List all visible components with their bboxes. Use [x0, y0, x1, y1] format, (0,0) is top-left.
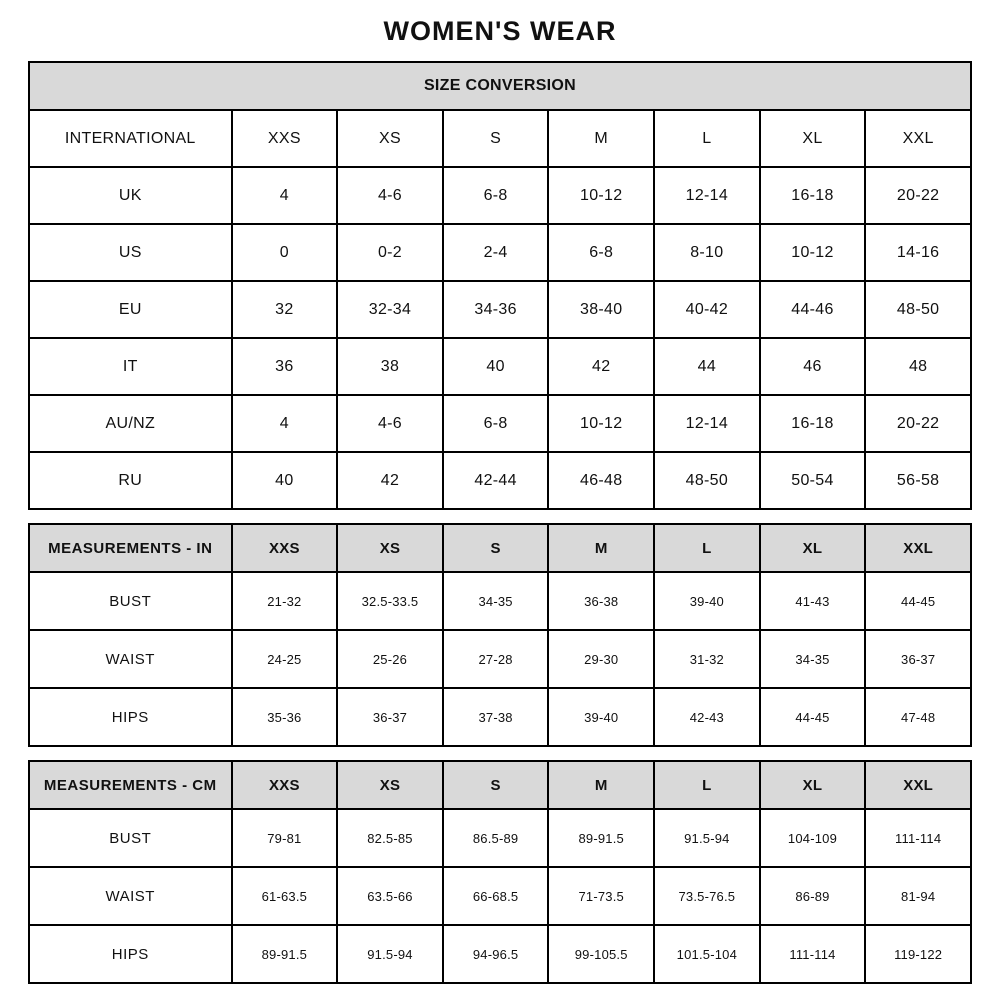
header-size-cell: S [443, 524, 549, 572]
header-label-cell: MEASUREMENTS - IN [29, 524, 232, 572]
value-cell: 44-45 [760, 688, 866, 746]
header-size-cell: L [654, 110, 760, 167]
value-cell: 21-32 [232, 572, 338, 630]
value-cell: 99-105.5 [548, 925, 654, 983]
value-cell: 16-18 [760, 395, 866, 452]
value-cell: 39-40 [654, 572, 760, 630]
header-size-cell: M [548, 110, 654, 167]
table-row [29, 281, 971, 338]
header-size-cell: XL [760, 110, 866, 167]
value-cell: 89-91.5 [232, 925, 338, 983]
value-cell: 40 [443, 338, 549, 395]
row-label-cell: AU/NZ [29, 395, 232, 452]
value-cell: 29-30 [548, 630, 654, 688]
value-cell: 14-16 [865, 224, 971, 281]
value-cell: 34-35 [443, 572, 549, 630]
value-cell: 44-45 [865, 572, 971, 630]
header-size-cell: XL [760, 761, 866, 809]
value-cell: 4 [232, 167, 338, 224]
value-cell: 24-25 [232, 630, 338, 688]
value-cell: 4-6 [337, 395, 443, 452]
value-cell: 32.5-33.5 [337, 572, 443, 630]
page-title: WOMEN'S WEAR [383, 16, 617, 46]
value-cell: 48-50 [654, 452, 760, 509]
value-cell: 27-28 [443, 630, 549, 688]
value-cell: 91.5-94 [337, 925, 443, 983]
value-cell: 66-68.5 [443, 867, 549, 925]
header-label-cell: MEASUREMENTS - CM [29, 761, 232, 809]
value-cell: 44 [654, 338, 760, 395]
row-label-cell: RU [29, 452, 232, 509]
value-cell: 111-114 [865, 809, 971, 867]
table-row [29, 224, 971, 281]
value-cell: 104-109 [760, 809, 866, 867]
row-label-cell: HIPS [29, 925, 232, 983]
value-cell: 40 [232, 452, 338, 509]
header-size-cell: L [654, 761, 760, 809]
value-cell: 89-91.5 [548, 809, 654, 867]
value-cell: 61-63.5 [232, 867, 338, 925]
table-row [29, 688, 971, 746]
value-cell: 63.5-66 [337, 867, 443, 925]
header-size-cell: XXS [232, 524, 338, 572]
value-cell: 25-26 [337, 630, 443, 688]
value-cell: 4-6 [337, 167, 443, 224]
value-cell: 8-10 [654, 224, 760, 281]
value-cell: 37-38 [443, 688, 549, 746]
value-cell: 12-14 [654, 167, 760, 224]
size-conversion-table [28, 61, 972, 510]
value-cell: 86-89 [760, 867, 866, 925]
table-row [29, 338, 971, 395]
value-cell: 4 [232, 395, 338, 452]
table-row [29, 572, 971, 630]
row-label-cell: WAIST [29, 867, 232, 925]
value-cell: 20-22 [865, 167, 971, 224]
value-cell: 46 [760, 338, 866, 395]
header-size-cell: L [654, 524, 760, 572]
value-cell: 36-37 [337, 688, 443, 746]
value-cell: 48 [865, 338, 971, 395]
value-cell: 34-36 [443, 281, 549, 338]
value-cell: 50-54 [760, 452, 866, 509]
header-label-cell: INTERNATIONAL [29, 110, 232, 167]
header-size-cell: XXL [865, 524, 971, 572]
value-cell: 86.5-89 [443, 809, 549, 867]
value-cell: 101.5-104 [654, 925, 760, 983]
value-cell: 42-44 [443, 452, 549, 509]
value-cell: 0-2 [337, 224, 443, 281]
value-cell: 91.5-94 [654, 809, 760, 867]
header-size-cell: M [548, 761, 654, 809]
value-cell: 42-43 [654, 688, 760, 746]
row-label-cell: BUST [29, 809, 232, 867]
value-cell: 2-4 [443, 224, 549, 281]
value-cell: 40-42 [654, 281, 760, 338]
value-cell: 42 [548, 338, 654, 395]
value-cell: 36-38 [548, 572, 654, 630]
header-size-cell: XS [337, 110, 443, 167]
value-cell: 81-94 [865, 867, 971, 925]
table-title: SIZE CONVERSION [29, 62, 971, 110]
value-cell: 111-114 [760, 925, 866, 983]
value-cell: 6-8 [443, 395, 549, 452]
header-size-cell: XXL [865, 761, 971, 809]
value-cell: 79-81 [232, 809, 338, 867]
value-cell: 31-32 [654, 630, 760, 688]
value-cell: 71-73.5 [548, 867, 654, 925]
row-label-cell: US [29, 224, 232, 281]
table-row [29, 395, 971, 452]
table-row [29, 452, 971, 509]
value-cell: 47-48 [865, 688, 971, 746]
value-cell: 119-122 [865, 925, 971, 983]
header-size-cell: XXL [865, 110, 971, 167]
value-cell: 10-12 [548, 167, 654, 224]
header-size-cell: XL [760, 524, 866, 572]
value-cell: 38-40 [548, 281, 654, 338]
value-cell: 32 [232, 281, 338, 338]
value-cell: 38 [337, 338, 443, 395]
header-size-cell: M [548, 524, 654, 572]
value-cell: 6-8 [548, 224, 654, 281]
table-row [29, 925, 971, 983]
table-header-row [29, 110, 971, 167]
table-row [29, 630, 971, 688]
value-cell: 34-35 [760, 630, 866, 688]
value-cell: 39-40 [548, 688, 654, 746]
table-row [29, 809, 971, 867]
value-cell: 56-58 [865, 452, 971, 509]
value-cell: 94-96.5 [443, 925, 549, 983]
header-size-cell: S [443, 110, 549, 167]
value-cell: 32-34 [337, 281, 443, 338]
value-cell: 35-36 [232, 688, 338, 746]
value-cell: 44-46 [760, 281, 866, 338]
value-cell: 41-43 [760, 572, 866, 630]
header-size-cell: XXS [232, 110, 338, 167]
table-header-row [29, 761, 971, 809]
value-cell: 10-12 [760, 224, 866, 281]
header-size-cell: XS [337, 761, 443, 809]
measurements-in-table [28, 523, 972, 747]
value-cell: 73.5-76.5 [654, 867, 760, 925]
table-row [29, 167, 971, 224]
value-cell: 0 [232, 224, 338, 281]
value-cell: 20-22 [865, 395, 971, 452]
row-label-cell: IT [29, 338, 232, 395]
table-row [29, 867, 971, 925]
value-cell: 12-14 [654, 395, 760, 452]
row-label-cell: BUST [29, 572, 232, 630]
value-cell: 48-50 [865, 281, 971, 338]
header-size-cell: S [443, 761, 549, 809]
header-size-cell: XXS [232, 761, 338, 809]
row-label-cell: WAIST [29, 630, 232, 688]
value-cell: 46-48 [548, 452, 654, 509]
value-cell: 10-12 [548, 395, 654, 452]
value-cell: 42 [337, 452, 443, 509]
value-cell: 16-18 [760, 167, 866, 224]
value-cell: 6-8 [443, 167, 549, 224]
header-size-cell: XS [337, 524, 443, 572]
value-cell: 36-37 [865, 630, 971, 688]
table-header-row [29, 524, 971, 572]
value-cell: 36 [232, 338, 338, 395]
value-cell: 82.5-85 [337, 809, 443, 867]
row-label-cell: UK [29, 167, 232, 224]
row-label-cell: EU [29, 281, 232, 338]
table-title-row [29, 62, 971, 110]
row-label-cell: HIPS [29, 688, 232, 746]
measurements-cm-table [28, 760, 972, 984]
